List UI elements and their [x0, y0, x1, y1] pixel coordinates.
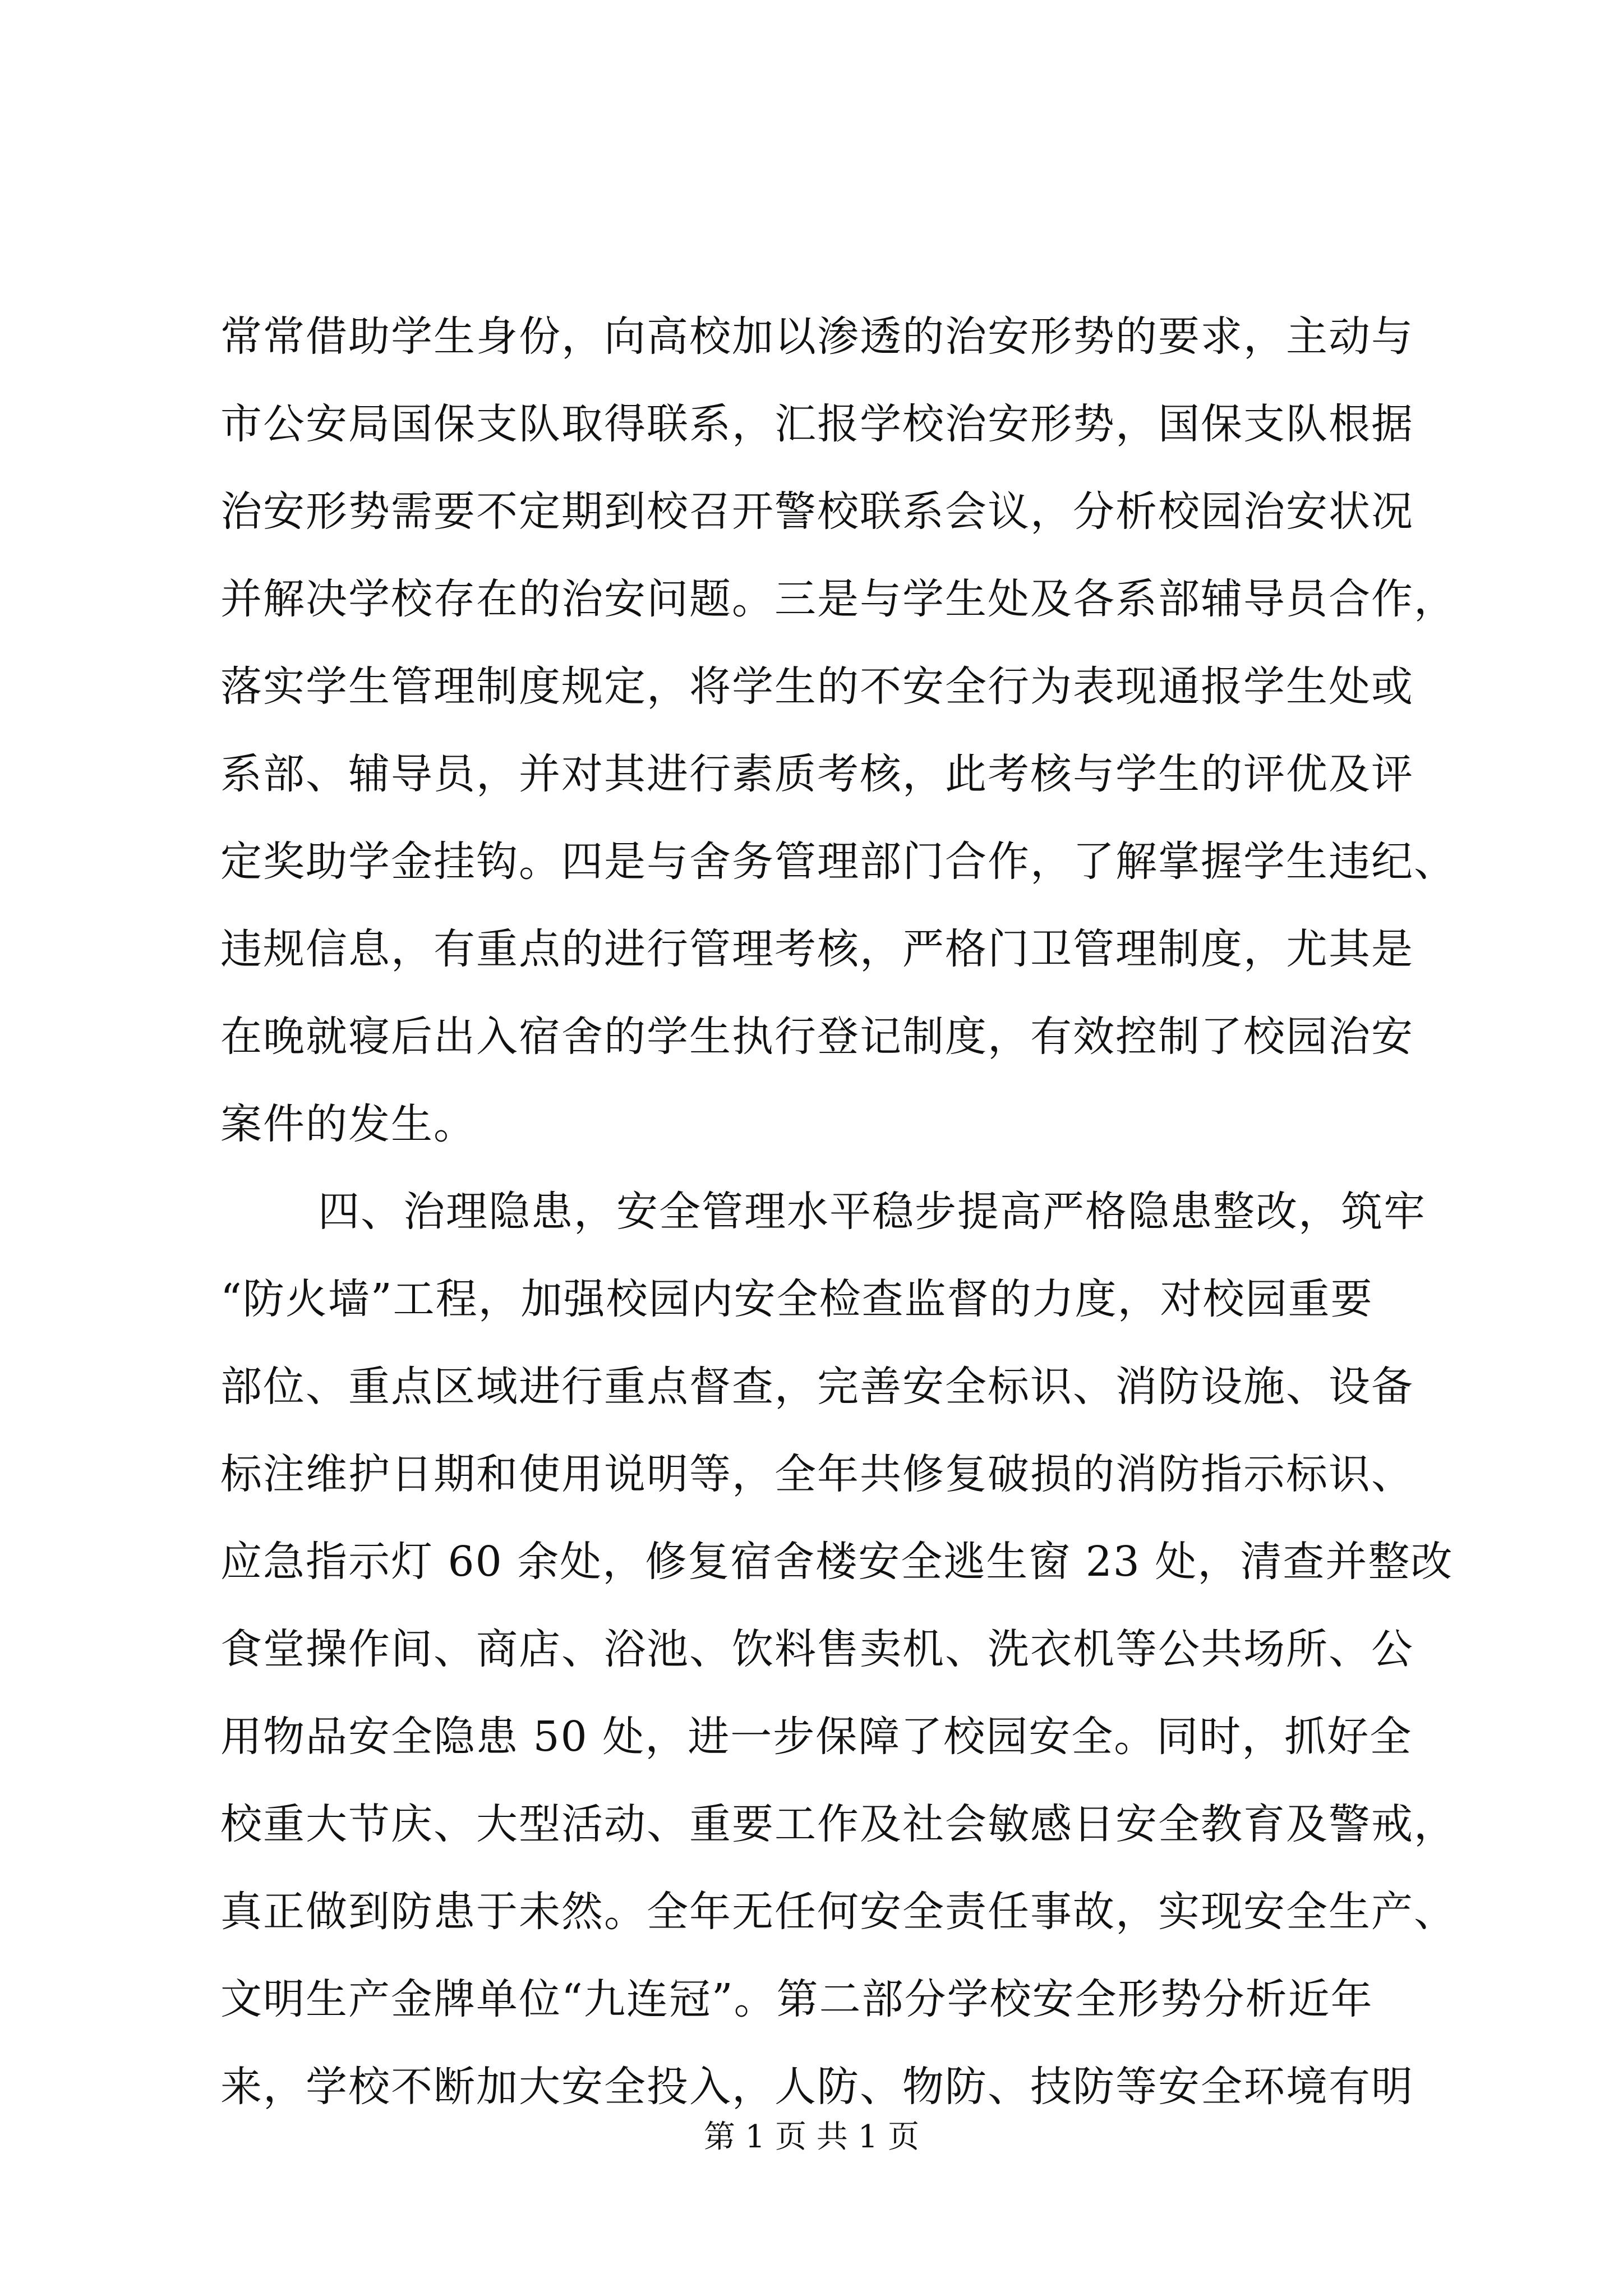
- paragraph-line-7: 定奖助学金挂钩。四是与舍务管理部门合作，了解掌握学生违纪、: [220, 838, 1456, 886]
- paragraph-line-6: 系部、辅导员，并对其进行素质考核，此考核与学生的评优及评: [220, 750, 1414, 798]
- paragraph-line-15: 应急指示灯 60 余处，修复宿舍楼安全逃生窗 23 处，清查并整改: [220, 1538, 1454, 1586]
- paragraph-line-5: 落实学生管理制度规定，将学生的不安全行为表现通报学生处或: [220, 662, 1414, 711]
- page-footer-label: 第 1 页 共 1 页: [703, 2119, 920, 2155]
- paragraph-line-14: 标注维护日期和使用说明等，全年共修复破损的消防指示标识、: [220, 1450, 1414, 1498]
- paragraph-line-3: 治安形势需要不定期到校召开警校联系会议，分析校园治安状况: [220, 487, 1414, 536]
- paragraph-line-20: 文明生产金牌单位“九连冠”。第二部分学校安全形势分析近年: [220, 1975, 1373, 2023]
- paragraph-line-4: 并解决学校存在的治安问题。三是与学生处及各系部辅导员合作，: [220, 575, 1456, 623]
- paragraph-line-21: 来，学校不断加大安全投入，人防、物防、技防等安全环境有明: [220, 2063, 1414, 2111]
- paragraph-line-8: 违规信息，有重点的进行管理考核，严格门卫管理制度，尤其是: [220, 925, 1414, 973]
- paragraph-line-18: 校重大节庆、大型活动、重要工作及社会敏感日安全教育及警戒，: [220, 1800, 1456, 1848]
- paragraph-line-10: 案件的发生。: [220, 1100, 476, 1148]
- paragraph-line-13: 部位、重点区域进行重点督查，完善安全标识、消防设施、设备: [220, 1363, 1414, 1411]
- paragraph-line-12: “防火墙”工程，加强校园内安全检查监督的力度，对校园重要: [220, 1275, 1373, 1323]
- paragraph-line-17: 用物品安全隐患 50 处，进一步保障了校园安全。同时，抓好全: [220, 1713, 1413, 1761]
- paragraph-line-9: 在晚就寝后出入宿舍的学生执行登记制度，有效控制了校园治安: [220, 1013, 1414, 1061]
- paragraph-line-2: 市公安局国保支队取得联系，汇报学校治安形势，国保支队根据: [220, 400, 1414, 448]
- paragraph-line-19: 真正做到防患于未然。全年无任何安全责任事故，实现安全生产、: [220, 1888, 1456, 1936]
- paragraph-line-16: 食堂操作间、商店、浴池、饮料售卖机、洗衣机等公共场所、公: [220, 1625, 1414, 1673]
- section-heading-line: 四、治理隐患，安全管理水平稳步提高严格隐患整改，筑牢: [318, 1188, 1426, 1236]
- paragraph-line-1: 常常借助学生身份，向高校加以渗透的治安形势的要求，主动与: [220, 312, 1414, 361]
